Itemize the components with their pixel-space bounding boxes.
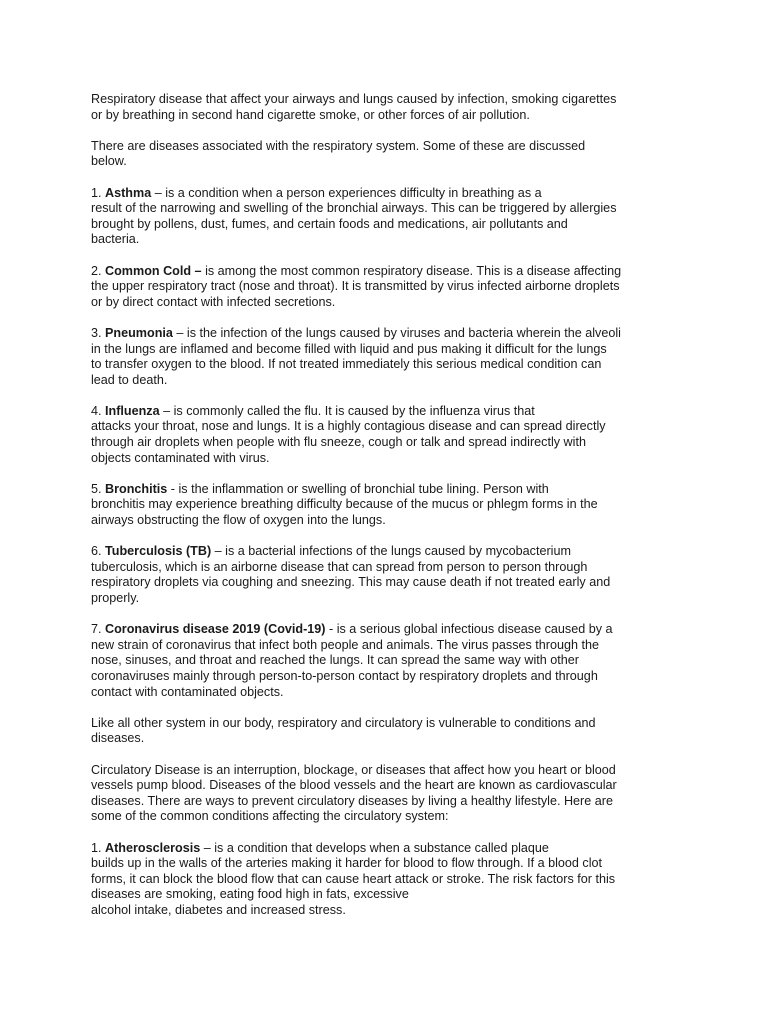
intro-paragraph: Respiratory disease that affect your airways and lungs caused by infection, smoking cigarettes or by breathing in second hand cigarette smoke, or other forces of air pollution.	[91, 92, 617, 122]
item-body: – is a condition that develops when a substance called plaque builds up in the walls of the arteries making it harder for blood to flow through. If a blood clot forms, it can block the blood flow that can cause heart attack or stroke. The risk factors for this diseases are smoking, eating food high in fats, excessive alcohol intake, diabetes and increased stress.	[91, 840, 616, 917]
respiratory-item-covid-19	[91, 622, 689, 700]
item-term: Common Cold –	[105, 263, 202, 278]
item-term: Influenza	[105, 403, 160, 418]
transition-paragraph: Like all other system in our body, respiratory and circulatory is vulnerable to conditions and diseases.	[91, 715, 596, 746]
intro-paragraph: There are diseases associated with the respiratory system. Some of these are discussed below.	[91, 138, 586, 169]
document-page	[91, 92, 689, 934]
item-body: – is the infection of the lungs caused by viruses and bacteria wherein the alveoli in the lungs are inflamed and become filled with liquid and pus making it difficult for the lungs to transfer oxygen to the blood. If not treated immediately this serious medical condition can lead to death.	[91, 325, 621, 387]
respiratory-item-asthma	[91, 186, 689, 248]
respiratory-item-common-cold	[91, 264, 689, 311]
item-number: 7.	[91, 622, 102, 637]
respiratory-item-pneumonia	[91, 326, 689, 388]
item-term: Tuberculosis (TB)	[105, 544, 212, 559]
item-number: 1.	[91, 185, 102, 200]
item-body: – is a condition when a person experiences difficulty in breathing as a result of the narrowing and swelling of the bronchial airways. This can be triggered by allergies brought by pollens, dust, fumes, and certain foods and medications, air pollutants and bacteria.	[91, 185, 617, 247]
item-term: Bronchitis	[105, 481, 168, 496]
item-term: Asthma	[105, 185, 152, 200]
item-body: – is commonly called the flu. It is caused by the influenza virus that attacks your throat, nose and lungs. It is a highly contagious disease and can spread directly through air droplets when people with flu sneeze, cough or talk and spread indirectly with objects contaminated with virus.	[91, 403, 606, 465]
item-number: 5.	[91, 481, 102, 496]
item-number: 6.	[91, 544, 102, 559]
item-number: 3.	[91, 325, 102, 340]
item-number: 4.	[91, 403, 102, 418]
item-term: Coronavirus disease 2019 (Covid-19)	[105, 622, 326, 637]
item-body: - is a serious global infectious disease caused by a new strain of coronavirus that infect both people and animals. The virus passes through the nose, sinuses, and throat and reached the lungs. It can spread the same way with other coronaviruses mainly through person-to-person contact by respiratory droplets and through contact with contaminated objects.	[91, 622, 613, 699]
circulatory-intro-paragraph: Circulatory Disease is an interruption, blockage, or diseases that affect how you heart or blood vessels pump blood. Diseases of the blood vessels and the heart are known as cardiovascular diseases. There are ways to prevent circulatory diseases by living a healthy lifestyle. Here are some of the common conditions affecting the circulatory system:	[91, 762, 617, 824]
item-number: 1.	[91, 840, 102, 855]
item-body: - is the inflammation or swelling of bronchial tube lining. Person with bronchitis may experience breathing difficulty because of the mucus or phlegm forms in the airways obstructing the flow of oxygen into the lungs.	[91, 481, 598, 528]
respiratory-item-bronchitis	[91, 482, 689, 529]
item-term: Atherosclerosis	[105, 840, 201, 855]
item-number: 2.	[91, 263, 102, 278]
respiratory-item-influenza	[91, 404, 689, 466]
item-term: Pneumonia	[105, 325, 173, 340]
item-body: is among the most common respiratory disease. This is a disease affecting the upper respiratory tract (nose and throat). It is transmitted by virus infected airborne droplets or by direct contact with infected secretions.	[91, 263, 622, 309]
circulatory-item-atherosclerosis	[91, 841, 689, 919]
item-body: – is a bacterial infections of the lungs caused by mycobacterium tuberculosis, which is an airborne disease that can spread from person to person through respiratory droplets via coughing and sneezing. This may cause death if not treated early and properly.	[91, 544, 611, 605]
respiratory-item-tuberculosis	[91, 544, 689, 606]
